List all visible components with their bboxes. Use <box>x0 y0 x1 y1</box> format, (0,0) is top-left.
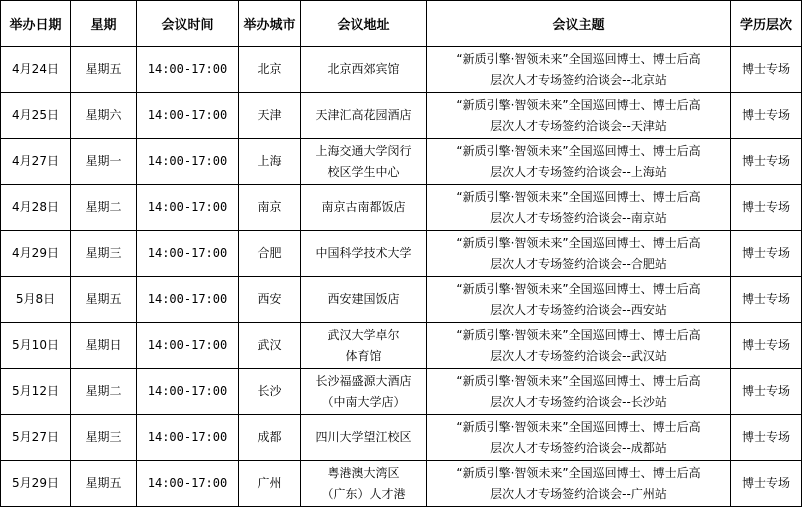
cell-time: 14:00-17:00 <box>137 461 239 507</box>
cell-time: 14:00-17:00 <box>137 369 239 415</box>
cell-time: 14:00-17:00 <box>137 185 239 231</box>
cell-level: 博士专场 <box>731 139 802 185</box>
cell-topic-line: 层次人才专场签约洽谈会--长沙站 <box>490 394 667 409</box>
cell-topic-line: “新质引擎·智领未来”全国巡回博士、博士后高 <box>456 143 701 158</box>
cell-date: 5月8日 <box>1 277 71 323</box>
cell-topic-line: “新质引擎·智领未来”全国巡回博士、博士后高 <box>456 327 701 342</box>
cell-date: 5月10日 <box>1 323 71 369</box>
cell-level: 博士专场 <box>731 461 802 507</box>
cell-topic-line: “新质引擎·智领未来”全国巡回博士、博士后高 <box>456 51 701 66</box>
cell-venue <box>301 185 427 231</box>
cell-venue <box>301 139 427 185</box>
table-row <box>1 139 802 185</box>
cell-level: 博士专场 <box>731 231 802 277</box>
cell-topic-line: 层次人才专场签约洽谈会--上海站 <box>490 164 667 179</box>
cell-topic <box>427 461 731 507</box>
table-row <box>1 323 802 369</box>
cell-city: 西安 <box>239 277 301 323</box>
cell-city: 长沙 <box>239 369 301 415</box>
cell-topic-line: “新质引擎·智领未来”全国巡回博士、博士后高 <box>456 373 701 388</box>
cell-city: 武汉 <box>239 323 301 369</box>
cell-venue-line: （广东）人才港 <box>321 486 406 501</box>
cell-weekday: 星期日 <box>71 323 137 369</box>
cell-topic <box>427 185 731 231</box>
cell-topic-line: 层次人才专场签约洽谈会--合肥站 <box>490 256 667 271</box>
cell-topic-line: “新质引擎·智领未来”全国巡回博士、博士后高 <box>456 97 701 112</box>
cell-time: 14:00-17:00 <box>137 277 239 323</box>
cell-venue <box>301 415 427 461</box>
table-row <box>1 415 802 461</box>
cell-venue-line: 粤港澳大湾区 <box>327 465 400 480</box>
cell-venue-line: 天津汇高花园酒店 <box>315 108 412 122</box>
header-level: 学历层次 <box>731 1 802 47</box>
cell-date: 4月25日 <box>1 93 71 139</box>
cell-city: 北京 <box>239 47 301 93</box>
cell-topic <box>427 47 731 93</box>
cell-topic-line: 层次人才专场签约洽谈会--广州站 <box>490 486 667 501</box>
cell-topic-line: “新质引擎·智领未来”全国巡回博士、博士后高 <box>456 235 701 250</box>
cell-date: 5月12日 <box>1 369 71 415</box>
cell-venue-line: 南京古南都饭店 <box>321 200 406 214</box>
cell-venue-line: 中国科学技术大学 <box>315 246 412 260</box>
cell-venue-line: 武汉大学卓尔 <box>327 327 400 342</box>
cell-weekday: 星期五 <box>71 47 137 93</box>
header-date: 举办日期 <box>1 1 71 47</box>
cell-level: 博士专场 <box>731 323 802 369</box>
cell-level: 博士专场 <box>731 277 802 323</box>
table-row <box>1 93 802 139</box>
cell-time: 14:00-17:00 <box>137 415 239 461</box>
table-header-row <box>1 1 802 47</box>
table-row <box>1 47 802 93</box>
cell-weekday: 星期二 <box>71 369 137 415</box>
cell-venue-line: 体育馆 <box>345 348 382 363</box>
header-time: 会议时间 <box>137 1 239 47</box>
cell-venue-line: 上海交通大学闵行 <box>315 143 412 158</box>
cell-topic <box>427 415 731 461</box>
cell-city: 成都 <box>239 415 301 461</box>
cell-level: 博士专场 <box>731 93 802 139</box>
cell-weekday: 星期六 <box>71 93 137 139</box>
cell-venue <box>301 231 427 277</box>
cell-level: 博士专场 <box>731 185 802 231</box>
cell-topic-line: “新质引擎·智领未来”全国巡回博士、博士后高 <box>456 419 701 434</box>
cell-date: 4月29日 <box>1 231 71 277</box>
cell-weekday: 星期二 <box>71 185 137 231</box>
cell-topic-line: 层次人才专场签约洽谈会--西安站 <box>490 302 667 317</box>
cell-date: 4月24日 <box>1 47 71 93</box>
cell-time: 14:00-17:00 <box>137 231 239 277</box>
table-row <box>1 231 802 277</box>
cell-city: 上海 <box>239 139 301 185</box>
header-city: 举办城市 <box>239 1 301 47</box>
cell-city: 广州 <box>239 461 301 507</box>
cell-venue-line: （中南大学店） <box>321 394 406 409</box>
header-weekday: 星期 <box>71 1 137 47</box>
cell-topic-line: 层次人才专场签约洽谈会--天津站 <box>490 118 667 133</box>
cell-venue <box>301 277 427 323</box>
cell-city: 天津 <box>239 93 301 139</box>
cell-level: 博士专场 <box>731 415 802 461</box>
cell-topic <box>427 323 731 369</box>
table-row <box>1 369 802 415</box>
cell-city: 南京 <box>239 185 301 231</box>
cell-venue <box>301 369 427 415</box>
table-row <box>1 185 802 231</box>
cell-weekday: 星期五 <box>71 277 137 323</box>
cell-topic <box>427 369 731 415</box>
cell-date: 5月29日 <box>1 461 71 507</box>
table-row <box>1 277 802 323</box>
cell-topic-line: 层次人才专场签约洽谈会--北京站 <box>490 72 667 87</box>
cell-date: 4月27日 <box>1 139 71 185</box>
cell-time: 14:00-17:00 <box>137 93 239 139</box>
cell-weekday: 星期五 <box>71 461 137 507</box>
cell-venue <box>301 93 427 139</box>
cell-venue-line: 校区学生中心 <box>327 164 400 179</box>
cell-level: 博士专场 <box>731 369 802 415</box>
header-topic: 会议主题 <box>427 1 731 47</box>
cell-weekday: 星期一 <box>71 139 137 185</box>
cell-time: 14:00-17:00 <box>137 139 239 185</box>
cell-topic <box>427 277 731 323</box>
cell-level: 博士专场 <box>731 47 802 93</box>
cell-topic-line: 层次人才专场签约洽谈会--武汉站 <box>490 348 667 363</box>
cell-time: 14:00-17:00 <box>137 323 239 369</box>
cell-venue-line: 四川大学望江校区 <box>315 430 412 444</box>
cell-topic <box>427 93 731 139</box>
cell-topic <box>427 231 731 277</box>
cell-venue <box>301 47 427 93</box>
cell-date: 4月28日 <box>1 185 71 231</box>
cell-weekday: 星期三 <box>71 415 137 461</box>
cell-city: 合肥 <box>239 231 301 277</box>
cell-date: 5月27日 <box>1 415 71 461</box>
cell-topic <box>427 139 731 185</box>
cell-venue-line: 长沙福盛源大酒店 <box>315 373 412 388</box>
cell-venue-line: 北京西郊宾馆 <box>327 62 400 76</box>
cell-topic-line: 层次人才专场签约洽谈会--成都站 <box>490 440 667 455</box>
cell-weekday: 星期三 <box>71 231 137 277</box>
table-row <box>1 461 802 507</box>
cell-topic-line: 层次人才专场签约洽谈会--南京站 <box>490 210 667 225</box>
cell-time: 14:00-17:00 <box>137 47 239 93</box>
cell-venue <box>301 461 427 507</box>
cell-venue-line: 西安建国饭店 <box>327 292 400 306</box>
cell-venue <box>301 323 427 369</box>
header-venue: 会议地址 <box>301 1 427 47</box>
cell-topic-line: “新质引擎·智领未来”全国巡回博士、博士后高 <box>456 281 701 296</box>
cell-topic-line: “新质引擎·智领未来”全国巡回博士、博士后高 <box>456 465 701 480</box>
cell-topic-line: “新质引擎·智领未来”全国巡回博士、博士后高 <box>456 189 701 204</box>
